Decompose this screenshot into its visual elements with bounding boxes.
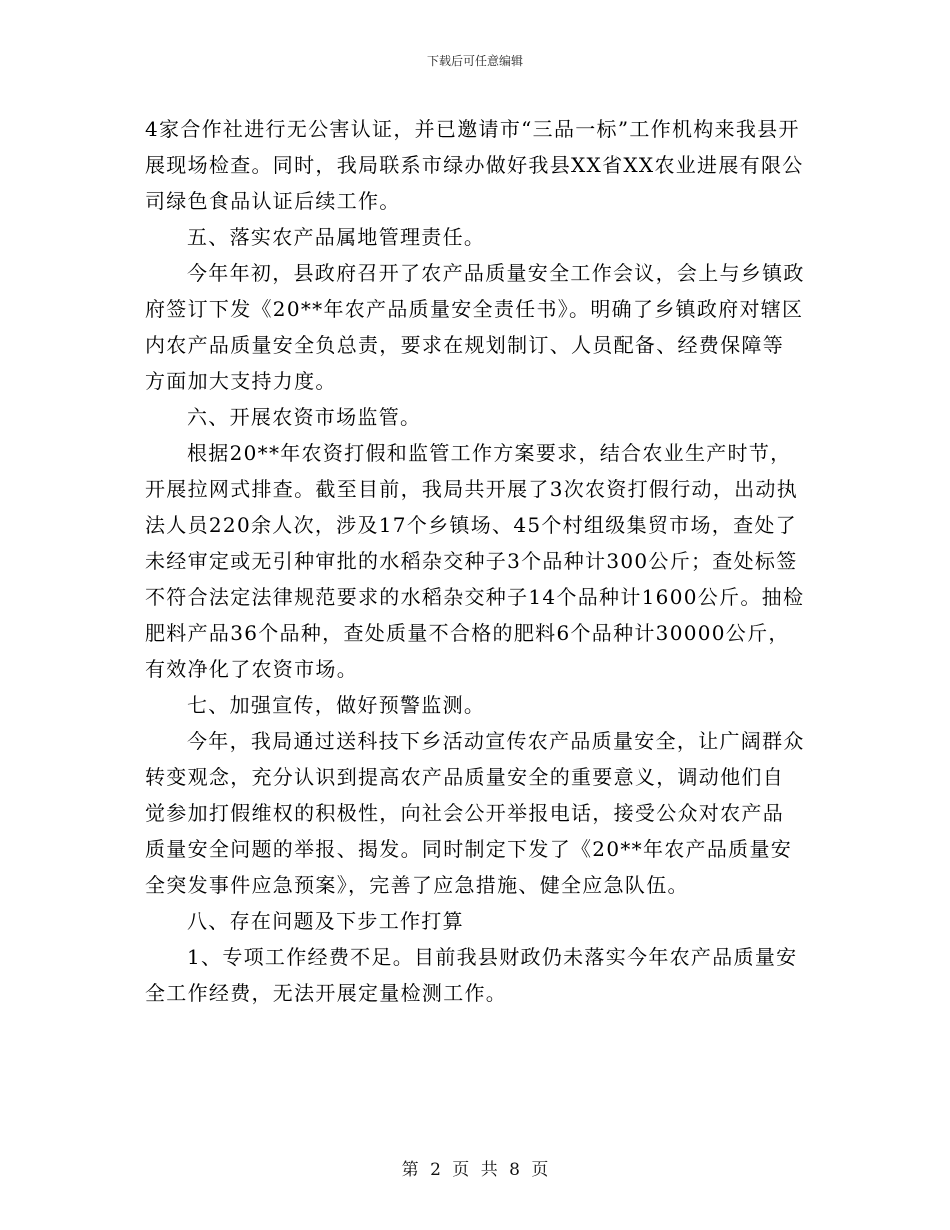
document-body — [145, 111, 805, 1011]
section-heading-7: 七、加强宣传，做好预警监测。 — [187, 693, 486, 717]
paragraph-responsibility: 今年年初，县政府召开了农产品质量安全工作会议，会上与乡镇政府签订下发《20**年农产品质量安全责任书》。明确了乡镇政府对辖区内农产品质量安全负总责，要求在规划制订、人员配备、经费保障等方面加大支持力度。 — [145, 261, 805, 393]
page-header-note: 下载后可任意编辑 — [426, 54, 523, 68]
section-heading-5: 五、落实农产品属地管理责任。 — [187, 225, 486, 249]
section-heading-8: 八、存在问题及下步工作打算 — [187, 909, 464, 933]
paragraph-publicity: 今年，我局通过送科技下乡活动宣传农产品质量安全，让广阔群众转变观念，充分认识到提高农产品质量安全的重要意义，调动他们自觉参加打假维权的积极性，向社会公开举报电话，接受公众对农产品质量安全问题的举报、揭发。同时制定下发了《20**年农产品质量安全突发事件应急预案》，完善了应急措施、健全应急队伍。 — [145, 729, 805, 897]
section-heading-6: 六、开展农资市场监管。 — [187, 405, 422, 429]
paragraph-continuation: 4家合作社进行无公害认证，并已邀请市“三品一标”工作机构来我县开展现场检查。同时，我局联系市绿办做好我县XX省XX农业进展有限公司绿色食品认证后续工作。 — [145, 117, 804, 213]
paragraph-market-supervision: 根据20**年农资打假和监管工作方案要求，结合农业生产时节，开展拉网式排查。截至目前，我局共开展了3次农资打假行动，出动执法人员220余人次，涉及17个乡镇场、45个村组级集贸市场，查处了未经审定或无引种审批的水稻杂交种子3个品种计300公斤；查处标签不符合法定法律规范要求的水稻杂交种子14个品种计1600公斤。抽检肥料产品36个品种，查处质量不合格的肥料6个品种计30000公斤，有效净化了农资市场。 — [145, 441, 805, 681]
paragraph-funding-issue: 1、专项工作经费不足。目前我县财政仍未落实今年农产品质量安全工作经费，无法开展定量检测工作。 — [145, 945, 798, 1005]
page-number: 第 2 页 共 8 页 — [401, 1160, 549, 1180]
